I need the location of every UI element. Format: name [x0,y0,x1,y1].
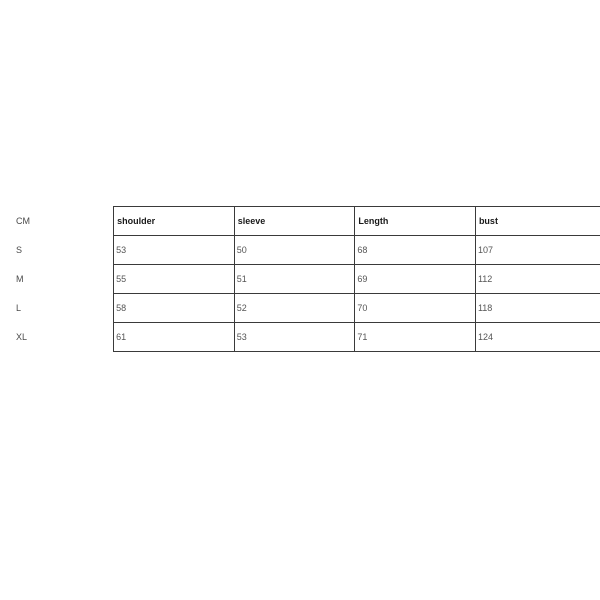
table-row [14,294,600,323]
table-row [14,236,600,265]
table-cell: 124 [475,323,600,352]
table-cell: 70 [355,294,476,323]
header-unit-cell: CM [16,216,30,226]
table-row [14,323,600,352]
header-length-cell: Length [355,207,476,236]
table-cell: 53 [234,323,355,352]
header-bust-cell: bust [475,207,600,236]
table-header-row [14,207,600,236]
table-cell: 68 [355,236,476,265]
header-shoulder-cell: shoulder [114,207,235,236]
table-cell: 58 [114,294,235,323]
size-chart-table [14,206,600,352]
table-cell: 61 [114,323,235,352]
table-cell: 107 [475,236,600,265]
table-row [14,265,600,294]
table-cell: 51 [234,265,355,294]
size-label-cell: M [16,274,24,284]
table-cell: 52 [234,294,355,323]
table-cell: 118 [475,294,600,323]
table-cell: 71 [355,323,476,352]
table-cell: 69 [355,265,476,294]
header-sleeve-cell: sleeve [234,207,355,236]
table-cell: 55 [114,265,235,294]
size-label-cell: S [16,245,23,255]
size-label-cell: XL [16,332,28,342]
table-cell: 53 [114,236,235,265]
table-cell: 50 [234,236,355,265]
table-cell: 112 [475,265,600,294]
size-label-cell: L [16,303,22,313]
